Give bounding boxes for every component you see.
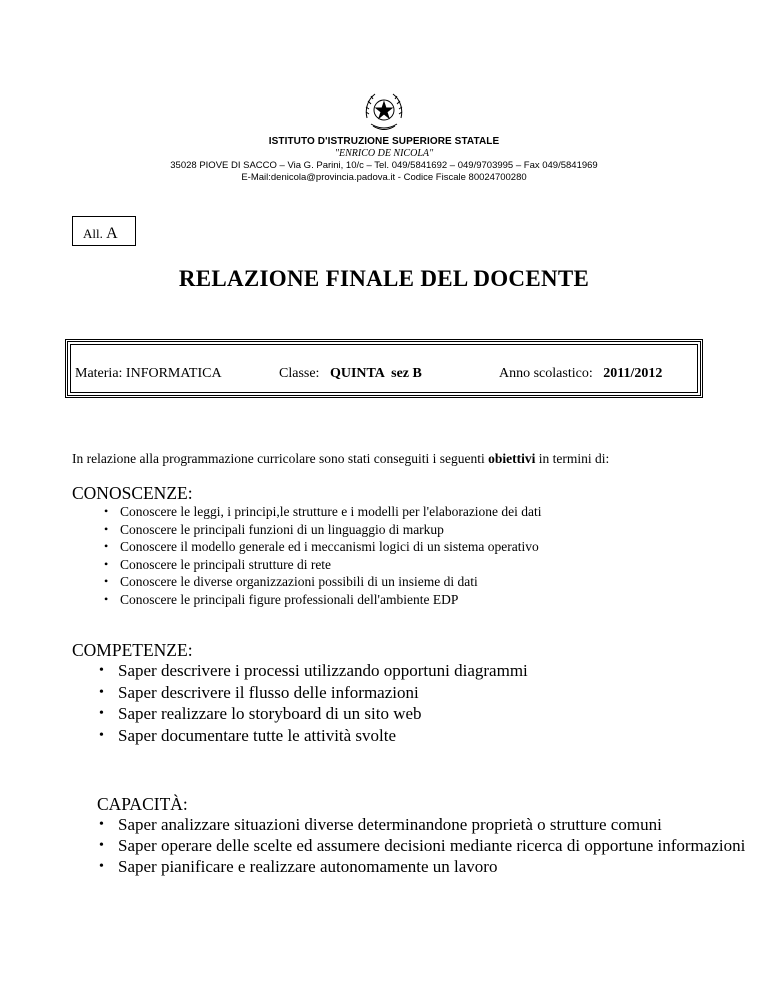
section-heading-capacita: CAPACITÀ: [97, 794, 188, 814]
attachment-letter: A [106, 225, 118, 242]
subject-label: Materia: [75, 366, 123, 381]
list-item: • Conoscere le leggi, i principi,le strutture e i modelli per l'elaborazione dei dati [72, 503, 712, 521]
school-contacts: E-Mail:denicola@provincia.padova.it - Codice Fiscale 80024700280 [241, 172, 527, 183]
list-item: • Saper analizzare situazioni diverse determinandone proprietà o strutture comuni [97, 815, 757, 834]
list-item: • Conoscere le diverse organizzazioni possibili di un insieme di dati [72, 573, 712, 591]
subject-field [75, 366, 222, 382]
school-address: 35028 PIOVE DI SACCO – Via G. Parini, 10/c – Tel. 049/5841692 – 049/9703995 – Fax 049/5841969 [170, 160, 598, 171]
section-heading-conoscenze: CONOSCENZE: [72, 483, 193, 503]
class-field [279, 366, 422, 382]
attachment-box [72, 216, 136, 246]
intro-before: In relazione alla programmazione curricolare sono stati conseguiti i seguenti [72, 451, 489, 466]
list-item: • Saper realizzare lo storyboard di un sito web [97, 703, 737, 725]
list-item: • Conoscere le principali strutture di rete [72, 556, 712, 574]
capacita-list [97, 815, 757, 878]
competenze-list [97, 660, 737, 746]
list-item: • Conoscere le principali figure professionali dell'ambiente EDP [72, 591, 712, 609]
list-item: • Conoscere le principali funzioni di un linguaggio di markup [72, 521, 712, 539]
list-item: • Saper pianificare e realizzare autonomamente un lavoro [97, 857, 757, 876]
class-value: QUINTA sez B [329, 366, 422, 381]
list-item: • Conoscere il modello generale ed i meccanismi logici di un sistema operativo [72, 538, 712, 556]
class-label: Classe: [279, 366, 320, 381]
school-year-value: 2011/2012 [603, 366, 663, 381]
document-title: RELAZIONE FINALE DEL DOCENTE [178, 266, 590, 291]
attachment-prefix: All. [83, 226, 103, 241]
list-item: • Saper documentare tutte le attività svolte [97, 725, 737, 747]
conoscenze-list [72, 503, 712, 608]
intro-after: in termini di: [535, 451, 610, 466]
list-item: • Saper descrivere i processi utilizzando opportuni diagrammi [97, 660, 737, 682]
intro-sentence [72, 451, 609, 467]
italian-republic-emblem-icon [361, 88, 407, 134]
list-item: • Saper descrivere il flusso delle informazioni [97, 682, 737, 704]
institute-name: ISTITUTO D'ISTRUZIONE SUPERIORE STATALE [268, 136, 500, 147]
school-year-field [499, 366, 662, 382]
subject-value: INFORMATICA [125, 366, 222, 381]
class-info-inner [70, 344, 698, 393]
section-heading-competenze: COMPETENZE: [72, 640, 193, 660]
intro-objectives: obiettivi [488, 451, 536, 466]
list-item: • Saper operare delle scelte ed assumere decisioni mediante ricerca di opportune informazioni [97, 836, 757, 855]
class-info-box [65, 339, 703, 398]
school-name: "ENRICO DE NICOLA" [334, 148, 434, 159]
school-year-label: Anno scolastico: [499, 366, 593, 381]
attachment-label [83, 225, 118, 243]
